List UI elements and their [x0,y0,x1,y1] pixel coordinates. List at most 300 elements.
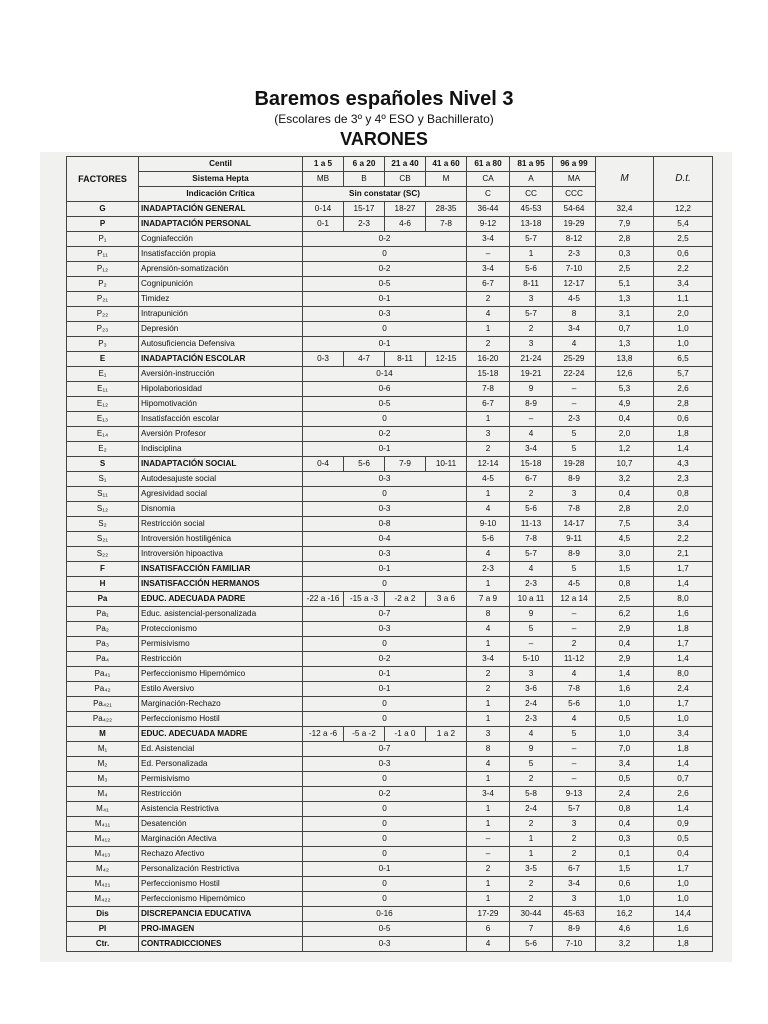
score-range-cc: 4 [510,427,553,442]
factor-name: Perfeccionismo Hipernómico [139,667,303,682]
table-row [67,217,713,232]
mean-value: 0,8 [596,577,654,592]
header-centil-label: Centil [139,157,303,172]
factor-code: P₂₂ [67,307,139,322]
mean-value: 2,9 [596,652,654,667]
score-range-c: 1 [467,577,510,592]
sd-value: 1,7 [654,862,713,877]
score-range-sc: 0 [303,247,467,262]
factor-name: Introversión hipoactiva [139,547,303,562]
factor-code: E₁ [67,367,139,382]
factor-name: Perfeccionismo Hostil [139,877,303,892]
score-range-ccc: 8-9 [553,922,596,937]
mean-value: 5,3 [596,382,654,397]
score-range-sc: 0 [303,322,467,337]
score-range-c: 9-12 [467,217,510,232]
factor-code: P₂ [67,277,139,292]
mean-value: 3,2 [596,937,654,952]
score-range-c: 2 [467,292,510,307]
factor-code: E [67,352,139,367]
sd-value: 1,8 [654,427,713,442]
factor-name: Restricción [139,787,303,802]
factor-code: P₁₂ [67,262,139,277]
factor-name: Agresividad social [139,487,303,502]
header-centil: 6 a 20 [344,157,385,172]
score-range-ccc: 5 [553,562,596,577]
mean-value: 32,4 [596,202,654,217]
score-range-cc: 5-7 [510,307,553,322]
score-range-cc: 1 [510,247,553,262]
factor-code: M₄₁₂ [67,832,139,847]
factor-name: Hipomotivación [139,397,303,412]
factor-code: M₄₂₂ [67,892,139,907]
factor-code: PI [67,922,139,937]
factor-code: M₂ [67,757,139,772]
sd-value: 0,8 [654,487,713,502]
score-range-ccc: 2 [553,637,596,652]
factor-name: INSATISFACCIÓN HERMANOS [139,577,303,592]
header-hepta: M [426,172,467,187]
score-range-c: 1 [467,487,510,502]
score-range-ccc: 3 [553,817,596,832]
table-row [67,352,713,367]
table-row [67,772,713,787]
mean-value: 2,0 [596,427,654,442]
header-centil: 96 a 99 [553,157,596,172]
table-row [67,232,713,247]
score-range-ccc: 2 [553,832,596,847]
sd-value: 2,2 [654,532,713,547]
sd-value: 0,7 [654,772,713,787]
score-range-sc: 0-7 [303,607,467,622]
factor-code: M₁ [67,742,139,757]
header-critica-label: Indicación Crítica [139,187,303,202]
factor-name: Ed. Asistencial [139,742,303,757]
score-range-ccc: – [553,742,596,757]
score-range-cc: 2 [510,487,553,502]
score-range-sc: 0-2 [303,427,467,442]
score-range-c: 7-8 [467,382,510,397]
score-range-cc: 3-6 [510,682,553,697]
table-row [67,307,713,322]
mean-value: 2,8 [596,502,654,517]
mean-value: 0,1 [596,847,654,862]
score-range-c: 36-44 [467,202,510,217]
score-range-cc: 5 [510,622,553,637]
factor-code: Ctr. [67,937,139,952]
score-range-c: 12-14 [467,457,510,472]
score-range-ccc: – [553,622,596,637]
header-hepta: B [344,172,385,187]
table-row [67,712,713,727]
factor-name: Autodesajuste social [139,472,303,487]
table-row [67,697,713,712]
score-range-sc: 0-1 [303,292,467,307]
score-range-low: 7-8 [426,217,467,232]
mean-value: 3,4 [596,757,654,772]
score-range-low: 0-14 [303,202,344,217]
score-range-c: 6 [467,922,510,937]
factor-code: M₄₁₃ [67,847,139,862]
score-range-cc: 45-53 [510,202,553,217]
sd-value: 6,5 [654,352,713,367]
table-row [67,802,713,817]
factor-name: INADAPTACIÓN PERSONAL [139,217,303,232]
score-range-ccc: 4-5 [553,292,596,307]
factor-name: Marginación-Rechazo [139,697,303,712]
score-range-sc: 0-4 [303,532,467,547]
score-range-c: 9-10 [467,517,510,532]
score-range-sc: 0 [303,817,467,832]
score-range-low: 8-11 [385,352,426,367]
score-range-ccc: 4-5 [553,577,596,592]
table-row [67,607,713,622]
mean-value: 1,0 [596,727,654,742]
score-range-ccc: 2-3 [553,247,596,262]
factor-code: M₄₁ [67,802,139,817]
score-range-sc: 0-1 [303,442,467,457]
score-range-c: – [467,247,510,262]
sd-value: 0,6 [654,247,713,262]
mean-value: 0,3 [596,832,654,847]
sd-value: 1,4 [654,802,713,817]
mean-value: 1,5 [596,862,654,877]
score-range-low: -15 a -3 [344,592,385,607]
factor-code: M₄₁₁ [67,817,139,832]
header-hepta: MB [303,172,344,187]
score-range-cc: 19-21 [510,367,553,382]
score-range-ccc: 5 [553,442,596,457]
table-row [67,427,713,442]
score-range-cc: 2 [510,322,553,337]
mean-value: 5,1 [596,277,654,292]
sd-value: 1,6 [654,922,713,937]
table-row [67,877,713,892]
header-critica-sc: Sin constatar (SC) [303,187,467,202]
score-range-ccc: 8-12 [553,232,596,247]
score-range-cc: 5-7 [510,547,553,562]
sd-value: 8,0 [654,667,713,682]
mean-value: 1,4 [596,667,654,682]
score-range-ccc: 14-17 [553,517,596,532]
factor-name: Educ. asistencial-personalizada [139,607,303,622]
mean-value: 4,9 [596,397,654,412]
score-range-cc: 9 [510,382,553,397]
score-range-c: 1 [467,817,510,832]
sd-value: 0,6 [654,412,713,427]
sd-value: 2,6 [654,787,713,802]
table-row [67,487,713,502]
score-range-sc: 0 [303,892,467,907]
score-range-low: -12 a -6 [303,727,344,742]
factor-code: S₂₂ [67,547,139,562]
score-range-cc: 9 [510,742,553,757]
score-range-sc: 0 [303,412,467,427]
score-range-ccc: 7-8 [553,502,596,517]
score-range-ccc: 2 [553,847,596,862]
table-row [67,202,713,217]
table-row [67,442,713,457]
score-range-ccc: – [553,772,596,787]
factor-name: Introversión hostiligénica [139,532,303,547]
score-range-low: 5-6 [344,457,385,472]
score-range-cc: 5-8 [510,787,553,802]
header-hepta: MA [553,172,596,187]
mean-value: 3,2 [596,472,654,487]
factor-code: S₂₁ [67,532,139,547]
sd-value: 2,0 [654,307,713,322]
mean-value: 0,3 [596,247,654,262]
table-row [67,637,713,652]
table-row [67,247,713,262]
table-row [67,577,713,592]
mean-value: 3,0 [596,547,654,562]
factor-code: M [67,727,139,742]
sd-value: 1,7 [654,562,713,577]
score-range-ccc: 9-11 [553,532,596,547]
score-range-ccc: 4 [553,667,596,682]
factor-name: Permisivismo [139,637,303,652]
mean-value: 2,4 [596,787,654,802]
factor-name: Personalización Restrictiva [139,862,303,877]
score-range-ccc: 45-63 [553,907,596,922]
score-range-ccc: 3 [553,892,596,907]
score-range-cc: 7 [510,922,553,937]
score-range-c: 2 [467,442,510,457]
score-range-sc: 0-2 [303,262,467,277]
mean-value: 4,6 [596,922,654,937]
table-row [67,262,713,277]
score-range-cc: 13-18 [510,217,553,232]
factor-name: Insatisfacción escolar [139,412,303,427]
score-range-c: 1 [467,772,510,787]
factor-name: Restricción social [139,517,303,532]
factor-code: Pa₄₂₁ [67,697,139,712]
score-range-cc: 1 [510,847,553,862]
table-row [67,502,713,517]
score-range-c: 1 [467,697,510,712]
score-range-sc: 0 [303,487,467,502]
score-range-cc: 2-3 [510,577,553,592]
sd-value: 0,9 [654,817,713,832]
factor-code: E₁₃ [67,412,139,427]
factor-code: M₄₂ [67,862,139,877]
table-row [67,922,713,937]
factor-name: PRO-IMAGEN [139,922,303,937]
score-range-cc: 10 a 11 [510,592,553,607]
score-range-c: 6-7 [467,397,510,412]
score-range-sc: 0 [303,697,467,712]
sd-value: 0,5 [654,832,713,847]
score-range-sc: 0 [303,847,467,862]
score-range-cc: 3-4 [510,442,553,457]
table-body [67,202,713,952]
factor-name: Perfeccionismo Hipernómico [139,892,303,907]
score-range-c: 7 a 9 [467,592,510,607]
score-range-sc: 0-14 [303,367,467,382]
factor-code: P [67,217,139,232]
factor-code: P₁ [67,232,139,247]
sd-value: 12,2 [654,202,713,217]
score-range-ccc: 3 [553,487,596,502]
score-range-ccc: 7-8 [553,682,596,697]
header-critica: CC [510,187,553,202]
score-range-cc: 6-7 [510,472,553,487]
score-range-sc: 0-3 [303,472,467,487]
factor-name: Hipolaboriosidad [139,382,303,397]
sd-value: 3,4 [654,517,713,532]
factor-code: P₃ [67,337,139,352]
score-range-low: 2-3 [344,217,385,232]
score-range-cc: 5-7 [510,232,553,247]
factor-name: INADAPTACIÓN GENERAL [139,202,303,217]
mean-value: 12,6 [596,367,654,382]
score-range-ccc: 8-9 [553,547,596,562]
factor-name: Disnomia [139,502,303,517]
factor-name: Cogniafección [139,232,303,247]
factor-code: S [67,457,139,472]
score-range-cc: 2 [510,892,553,907]
score-range-c: 4 [467,547,510,562]
mean-value: 7,5 [596,517,654,532]
score-range-ccc: 22-24 [553,367,596,382]
score-range-sc: 0-2 [303,232,467,247]
score-range-low: -1 a 0 [385,727,426,742]
sd-value: 0,4 [654,847,713,862]
score-range-cc: 3 [510,667,553,682]
mean-value: 16,2 [596,907,654,922]
score-range-c: 2 [467,667,510,682]
header-centil: 1 a 5 [303,157,344,172]
sd-value: 2,4 [654,682,713,697]
score-range-sc: 0-2 [303,652,467,667]
score-range-low: 4-7 [344,352,385,367]
header-centil: 41 a 60 [426,157,467,172]
header-critica: CCC [553,187,596,202]
score-range-ccc: 5 [553,427,596,442]
score-range-c: 1 [467,322,510,337]
score-range-low: 3 a 6 [426,592,467,607]
factor-name: Desatención [139,817,303,832]
score-range-cc: 2-3 [510,712,553,727]
mean-value: 2,8 [596,232,654,247]
factor-name: INADAPTACIÓN SOCIAL [139,457,303,472]
factor-name: Depresión [139,322,303,337]
sd-value: 1,0 [654,322,713,337]
score-range-sc: 0 [303,802,467,817]
score-range-c: 2 [467,862,510,877]
score-range-ccc: 8 [553,307,596,322]
factor-code: Dis [67,907,139,922]
mean-value: 4,5 [596,532,654,547]
sd-value: 5,4 [654,217,713,232]
score-range-sc: 0-5 [303,277,467,292]
table-row [67,472,713,487]
mean-value: 1,3 [596,292,654,307]
score-range-cc: 11-13 [510,517,553,532]
score-range-sc: 0-3 [303,547,467,562]
factor-name: Ed. Personalizada [139,757,303,772]
factor-code: S₂ [67,517,139,532]
table-row [67,592,713,607]
table-row [67,367,713,382]
sd-value: 3,4 [654,277,713,292]
table-row [67,787,713,802]
score-range-ccc: – [553,607,596,622]
score-range-c: 16-20 [467,352,510,367]
table-row [67,667,713,682]
score-range-c: 1 [467,712,510,727]
table-row [67,832,713,847]
factor-code: P₁₁ [67,247,139,262]
sd-value: 5,7 [654,367,713,382]
score-range-sc: 0 [303,877,467,892]
score-range-ccc: 3-4 [553,322,596,337]
mean-value: 0,4 [596,487,654,502]
sd-value: 1,7 [654,697,713,712]
mean-value: 1,0 [596,697,654,712]
sd-value: 2,6 [654,382,713,397]
sd-value: 1,0 [654,337,713,352]
factor-code: E₁₁ [67,382,139,397]
sd-value: 2,5 [654,232,713,247]
factor-name: Indisciplina [139,442,303,457]
score-range-cc: 21-24 [510,352,553,367]
table-row [67,682,713,697]
sd-value: 1,7 [654,637,713,652]
factor-code: S₁₁ [67,487,139,502]
header-hepta: CA [467,172,510,187]
sd-value: 1,4 [654,652,713,667]
score-range-ccc: 19-28 [553,457,596,472]
mean-value: 3,1 [596,307,654,322]
score-range-c: 4 [467,757,510,772]
score-range-c: – [467,832,510,847]
table-row [67,742,713,757]
sd-value: 4,3 [654,457,713,472]
score-range-sc: 0-8 [303,517,467,532]
sd-value: 1,8 [654,937,713,952]
score-range-cc: 5-6 [510,502,553,517]
score-range-c: 3 [467,427,510,442]
table-row [67,847,713,862]
factor-code: G [67,202,139,217]
score-range-ccc: 4 [553,337,596,352]
factor-name: Estilo Aversivo [139,682,303,697]
sd-value: 1,1 [654,292,713,307]
score-range-low: -2 a 2 [385,592,426,607]
table-row [67,727,713,742]
sd-value: 1,4 [654,577,713,592]
score-range-c: – [467,847,510,862]
score-range-low: 15-17 [344,202,385,217]
score-range-sc: 0-1 [303,862,467,877]
score-range-ccc: 8-9 [553,472,596,487]
factor-name: Rechazo Afectivo [139,847,303,862]
score-range-cc: 7-8 [510,532,553,547]
score-range-c: 1 [467,877,510,892]
factor-code: Pa₄₁ [67,667,139,682]
score-range-c: 4-5 [467,472,510,487]
score-range-low: 0-1 [303,217,344,232]
score-range-ccc: 2-3 [553,412,596,427]
score-range-ccc: 19-29 [553,217,596,232]
score-range-cc: 8-9 [510,397,553,412]
sd-value: 1,6 [654,607,713,622]
score-range-cc: 5-10 [510,652,553,667]
factor-code: Pa₄ [67,652,139,667]
mean-value: 0,4 [596,637,654,652]
